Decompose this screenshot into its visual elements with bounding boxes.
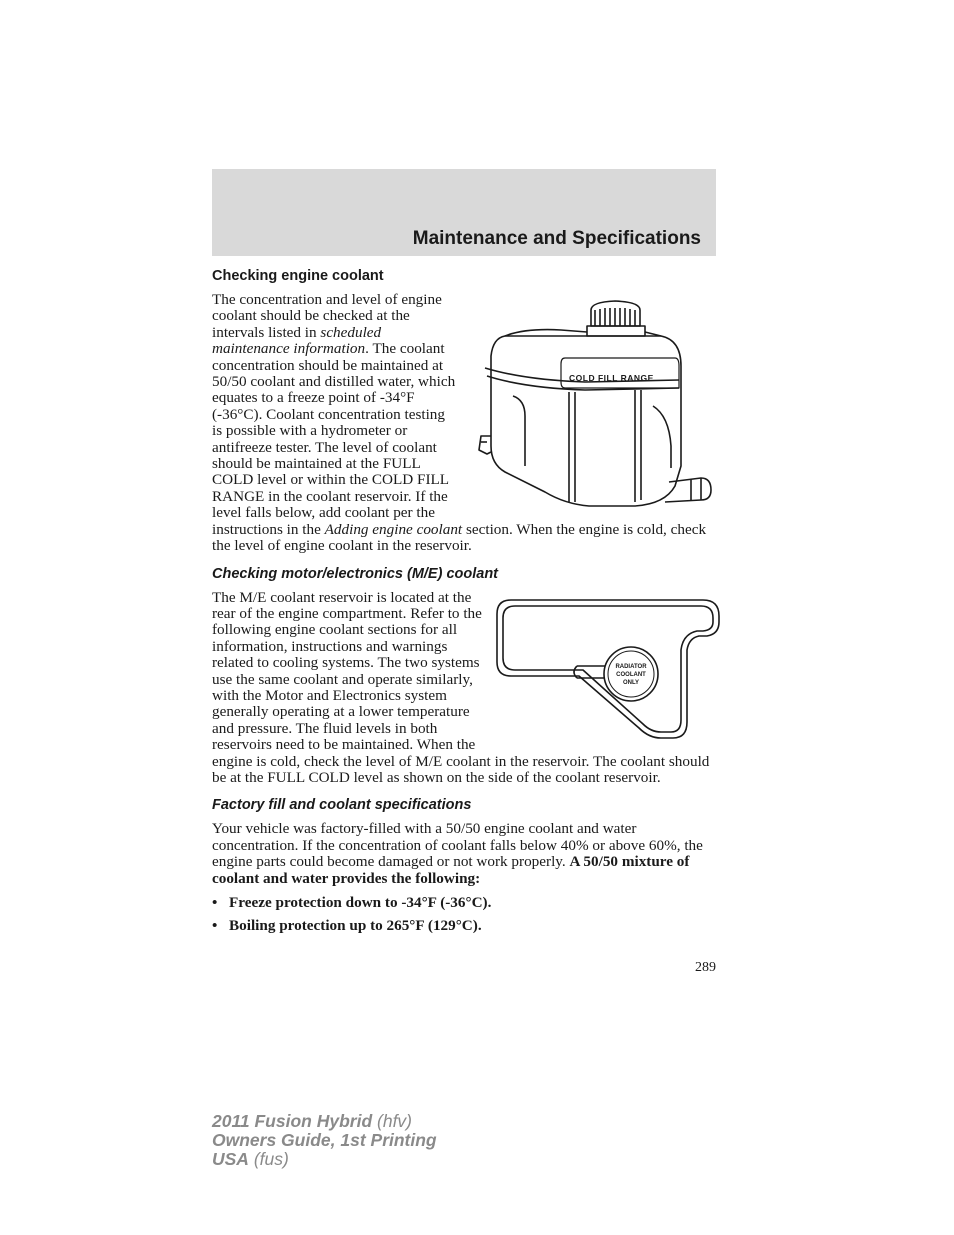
adding-engine-coolant-reference: Adding engine coolant <box>324 520 463 538</box>
section-header-title: Maintenance and Specifications <box>412 228 701 249</box>
engine-coolant-text-c: . The coolant concentration should be maintained at 50/50 coolant and distilled water, which equates to a freeze point of -34°F (-36°C). Coolant concentration testing is possible with a hydrometer or antifreeze tester. The level of coolant should be maintained at the FULL COLD level or within the COLD FILL RANGE in the coolant reservoir. If the level falls below, add coolant per the instructions in the <box>212 340 456 538</box>
factory-fill-text: Your vehicle was factory-filled with a 50/50 engine coolant and water concentration. If the concentration of coolant falls below 40% or above 60%, the engine parts could become damaged or not work properly. <box>212 820 703 871</box>
footer-market-code: (fus) <box>248 1149 289 1169</box>
footer-line-2 <box>212 1131 437 1150</box>
me-coolant-reservoir-illustration <box>493 594 725 744</box>
list-item <box>212 918 717 934</box>
footer-edition-info <box>212 1112 437 1169</box>
list-item-text: Boiling protection up to 265°F (129°C). <box>229 917 482 935</box>
footer-model: 2011 Fusion Hybrid <box>212 1111 373 1131</box>
me-coolant-paragraph: The M/E coolant reservoir is located at the rear of the engine compartment. Refer to the following engine coolant sections for all information, instructions and warnings related to cooling systems. The two systems use the same coolant and operate similarly, with the Motor and Electronics system generally operating at a lower temperature and pressure. The fluid levels in both reservoirs need to be maintained. When the engine is cold, check the level of M/E coolant in the reservoir. The coolant should be at the FULL COLD level as shown on the side of the coolant reservoir. <box>212 588 710 786</box>
footer-model-code: (hfv) <box>372 1111 413 1131</box>
cold-fill-range-label: COLD FILL RANGE <box>569 373 654 383</box>
coolant-reservoir-illustration <box>465 296 723 518</box>
heading-factory-fill-specs: Factory fill and coolant specifications <box>212 797 472 814</box>
bullet-icon: • <box>212 917 218 935</box>
page-number: 289 <box>695 960 716 975</box>
cap-label-line1: RADIATOR <box>615 663 647 670</box>
section-header-band <box>212 169 716 256</box>
cap-label-line2: COOLANT <box>616 671 646 678</box>
scheduled-maintenance-reference: scheduled maintenance information <box>212 323 382 358</box>
protection-list <box>212 895 717 935</box>
section-factory-fill <box>212 821 717 934</box>
footer-market: USA <box>212 1149 249 1169</box>
footer-line-3 <box>212 1150 437 1169</box>
list-item <box>212 895 717 911</box>
list-item-text: Freeze protection down to -34°F (-36°C). <box>229 894 492 911</box>
footer-printing: Owners Guide, 1st Printing <box>212 1130 437 1150</box>
heading-checking-engine-coolant: Checking engine coolant <box>212 268 384 284</box>
heading-checking-me-coolant: Checking motor/electronics (M/E) coolant <box>212 565 499 582</box>
factory-fill-bold-text: A 50/50 mixture of coolant and water provides the following: <box>212 853 690 887</box>
footer-line-1 <box>212 1112 437 1131</box>
section-me-coolant <box>212 590 717 787</box>
bullet-icon: • <box>212 894 218 911</box>
engine-coolant-text-e: section. When the engine is cold, check the level of engine coolant in the reservoir. <box>212 520 707 555</box>
cap-label-line3: ONLY <box>622 679 640 686</box>
engine-coolant-text-a: The concentration and level of engine coolant should be checked at the intervals listed in <box>212 291 442 341</box>
page-content <box>212 266 717 942</box>
section-engine-coolant <box>212 292 717 555</box>
factory-fill-paragraph <box>212 821 717 887</box>
